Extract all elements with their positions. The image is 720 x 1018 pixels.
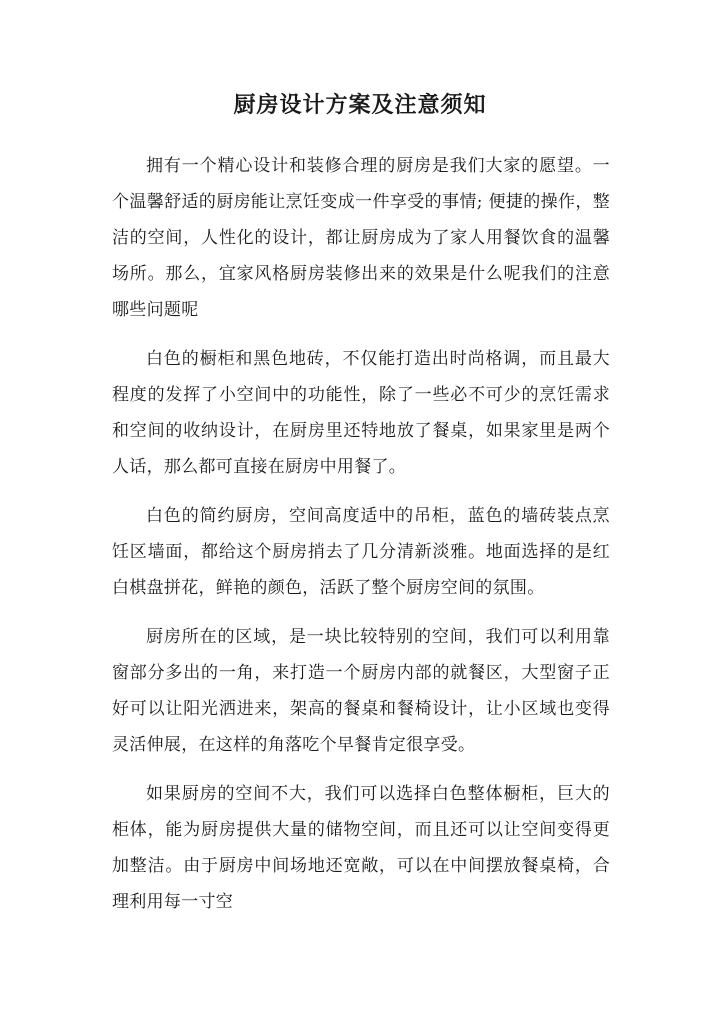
paragraph-5: 如果厨房的空间不大，我们可以选择白色整体橱柜，巨大的柜体，能为厨房提供大量的储物空间，而且还可以让空间变得更加整洁。由于厨房中间场地还宽敞，可以在中间摆放餐桌椅，合理利用每一寸空 — [112, 784, 610, 912]
paragraph-4: 厨房所在的区域，是一块比较特别的空间，我们可以利用靠窗部分多出的一角，来打造一个厨房内部的就餐区，大型窗子正好可以让阳光洒进来，架高的餐桌和餐椅设计，让小区域也变得灵活伸展，在这样的角落吃个早餐肯定很享受。 — [112, 627, 610, 755]
paragraph-2: 白色的橱柜和黑色地砖，不仅能打造出时尚格调，而且最大程度的发挥了小空间中的功能性，除了一些必不可少的烹饪需求和空间的收纳设计，在厨房里还特地放了餐桌，如果家里是两个人话，那么都可直接在厨房中用餐了。 — [112, 349, 610, 477]
paragraph-3: 白色的简约厨房，空间高度适中的吊柜，蓝色的墙砖装点烹饪区墙面，都给这个厨房捎去了几分清新淡雅。地面选择的是红白棋盘拼花，鲜艳的颜色，活跃了整个厨房空间的氛围。 — [112, 506, 610, 598]
paragraph-1: 拥有一个精心设计和装修合理的厨房是我们大家的愿望。一个温馨舒适的厨房能让烹饪变成一件享受的事情; 便捷的操作，整洁的空间，人性化的设计，都让厨房成为了家人用餐饮食的温馨场所。那么，宜家风格厨房装修出来的效果是什么呢我们的注意哪些问题呢 — [112, 156, 610, 320]
document-title: 厨房设计方案及注意须知 — [233, 92, 487, 118]
document-body — [112, 148, 610, 933]
